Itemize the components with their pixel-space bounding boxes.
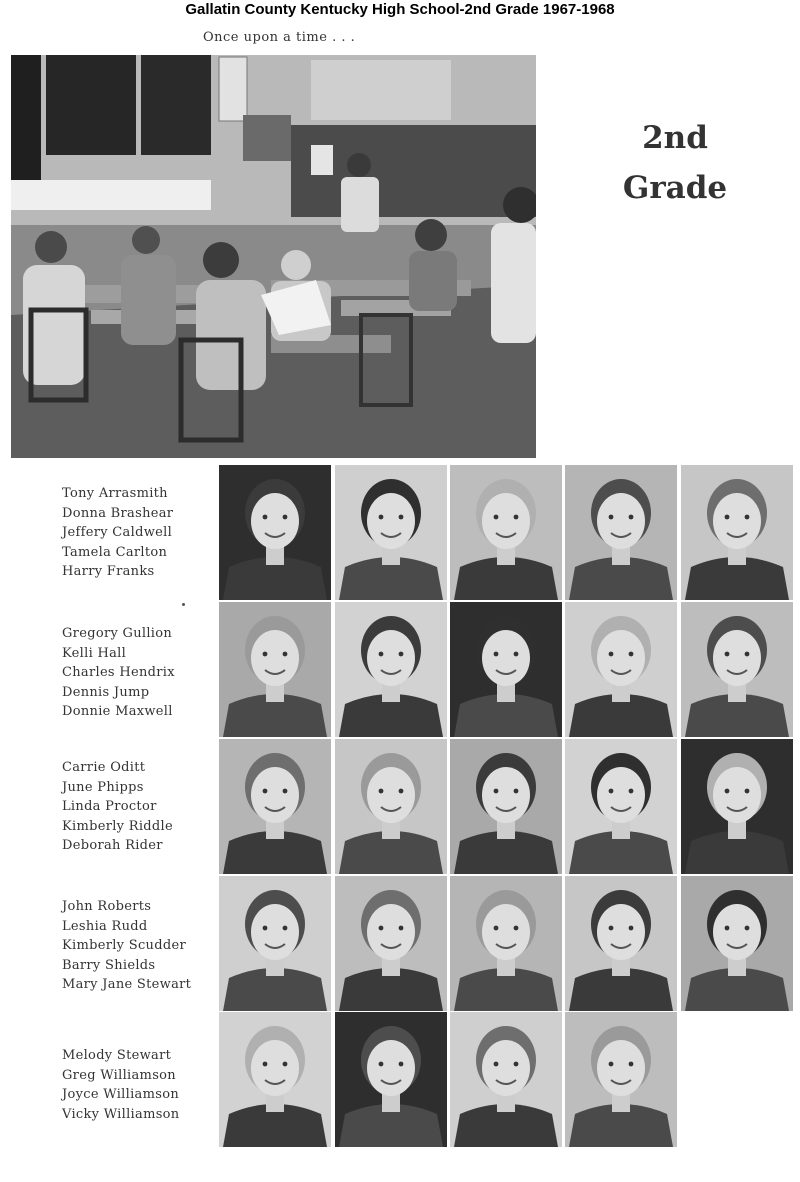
student-name: Vicky Williamson: [62, 1106, 180, 1122]
stray-mark: [182, 603, 185, 606]
student-portrait: [565, 1012, 677, 1147]
student-portrait: [565, 465, 677, 600]
name-list-row-1: [62, 484, 173, 582]
student-name: Kelli Hall: [62, 645, 127, 661]
student-name: Mary Jane Stewart: [62, 977, 192, 992]
student-portrait: [565, 602, 677, 737]
student-portrait: [450, 1012, 562, 1147]
name-list-row-2: [62, 624, 175, 722]
student-portrait: [450, 465, 562, 600]
student-portrait: [219, 739, 331, 874]
page-title: Gallatin County Kentucky High School-2nd Grade 1967-1968: [185, 1, 615, 18]
grade-title: [600, 113, 750, 213]
name-list-row-4: [62, 897, 191, 995]
grade-title-line1: 2nd: [642, 120, 708, 156]
student-portrait: [219, 465, 331, 600]
student-portrait: [450, 602, 562, 737]
student-portrait: [681, 876, 793, 1011]
photo-caption: Once upon a time . . .: [203, 30, 356, 45]
student-portrait: [219, 602, 331, 737]
name-list-row-3: [62, 758, 173, 856]
student-portrait: [681, 465, 793, 600]
student-name: Donnie Maxwell: [62, 704, 173, 719]
student-name: Harry Franks: [62, 564, 155, 579]
student-name: June Phipps: [62, 779, 144, 795]
student-portrait: [681, 739, 793, 874]
student-portrait: [335, 739, 447, 874]
student-portrait: [681, 602, 793, 737]
name-list-row-5: [62, 1046, 179, 1124]
student-name: Tony Arrasmith: [62, 486, 168, 501]
student-name: Donna Brashear: [62, 505, 174, 521]
student-name: Barry Shields: [62, 957, 156, 973]
student-portrait: [565, 739, 677, 874]
student-name: Linda Proctor: [62, 799, 157, 814]
student-portrait: [335, 465, 447, 600]
student-name: Kimberly Riddle: [62, 818, 174, 834]
student-name: Carrie Oditt: [62, 760, 146, 775]
student-portrait: [565, 876, 677, 1011]
student-name: Melody Stewart: [62, 1048, 172, 1063]
student-portrait: [335, 876, 447, 1011]
student-name: Dennis Jump: [62, 684, 150, 700]
student-name: Charles Hendrix: [62, 665, 175, 680]
classroom-photo: [11, 55, 536, 458]
student-name: Kimberly Scudder: [62, 938, 186, 953]
student-name: Joyce Williamson: [62, 1087, 180, 1102]
student-name: Tamela Carlton: [62, 544, 168, 560]
student-name: John Roberts: [62, 899, 152, 914]
student-name: Jeffery Caldwell: [62, 525, 173, 540]
student-portrait: [450, 739, 562, 874]
student-name: Gregory Gullion: [62, 626, 173, 641]
student-portrait: [219, 876, 331, 1011]
student-portrait: [335, 602, 447, 737]
student-name: Greg Williamson: [62, 1067, 176, 1083]
student-portrait: [219, 1012, 331, 1147]
student-name: Leshia Rudd: [62, 918, 148, 934]
grade-title-line2: Grade: [622, 170, 728, 206]
student-name: Deborah Rider: [62, 838, 163, 853]
student-portrait: [450, 876, 562, 1011]
student-portrait: [335, 1012, 447, 1147]
